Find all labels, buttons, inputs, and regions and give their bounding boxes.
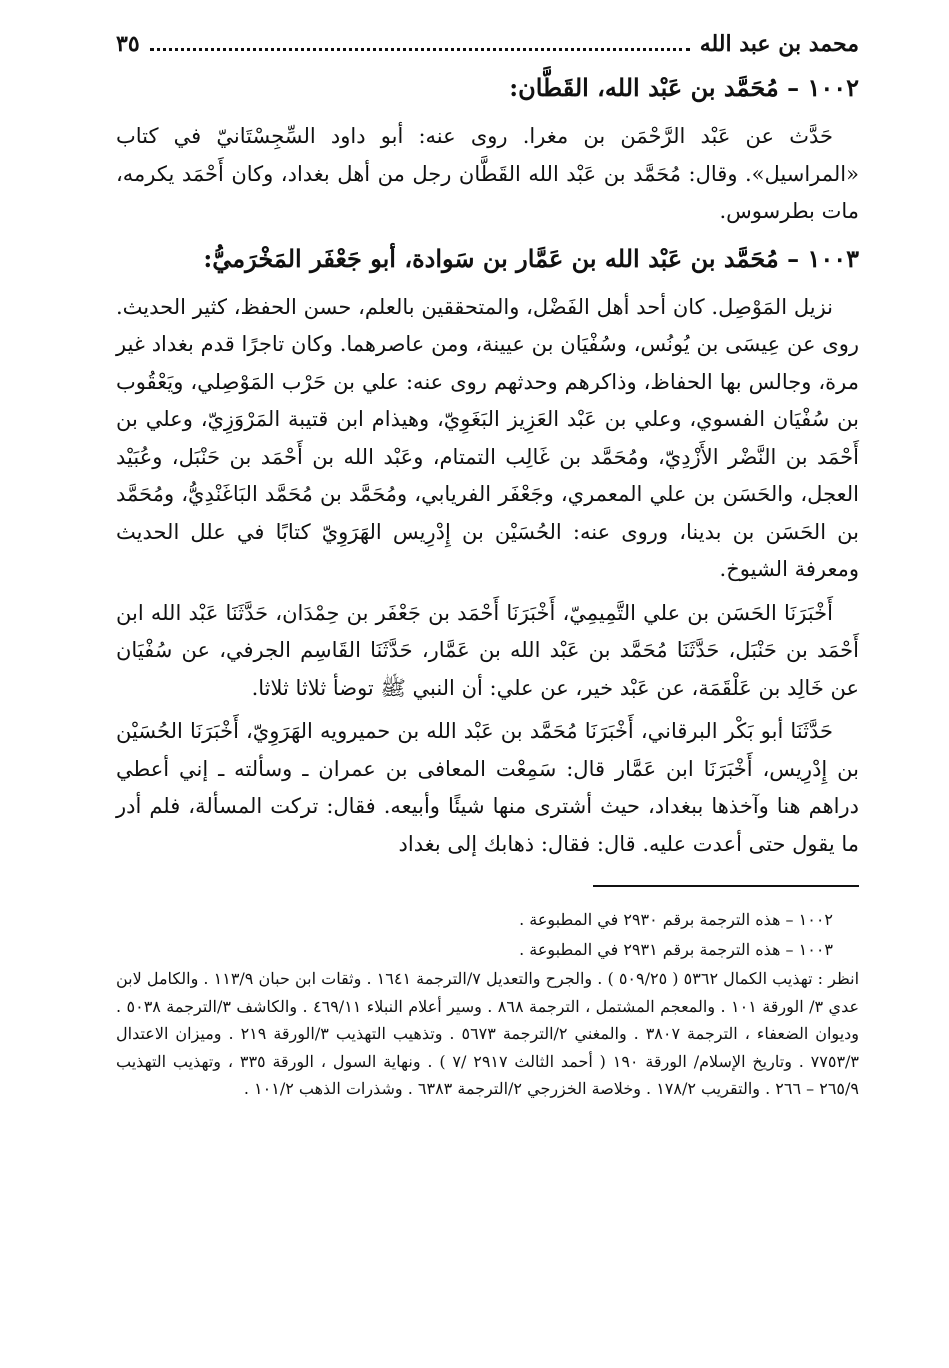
running-header xyxy=(116,26,859,62)
footnote: ١٠٠٣ – هذه الترجمة برقم ٢٩٣١ في المطبوعة . xyxy=(519,940,833,959)
entry-paragraph: نزيل المَوْصِل. كان أحد أهل الفَضْل، والمتحققين بالعلم، حسن الحفظ، كثير الحديث. روى عن عِيسَى بن يُونُس، وسُفْيَان بن عيينة، ومن عاصرهما. وكان تاجرًا قدم بغداد غير مرة، وجالس بها الحفاظ، وذاكرهم وحدثهم روى عنه: علي بن حَرْب المَوْصِلي، ويَعْقُوب بن سُفْيَان الفسوي، وعلي بن عَبْد العَزِيز البَغَوِيّ، وهيذام ابن قتيبة المَرْوَزِيّ، وعلي بن أَحْمَد بن النَّضْر الأَزْدِيّ، ومُحَمَّد بن غَالِب التمتام، وعَبْد الله بن أَحْمَد بن حَنْبَل، وعُبَيْد العجل، والحَسَن بن علي المعمري، وجَعْفَر الفريابي، ومُحَمَّد بن مُحَمَّد البَاغَنْدِيُّ، ومُحَمَّد بن الحَسَن بن بدينا، وروى عنه: الحُسَيْن بن إِدْرِيس الهَرَوِيّ كتابًا في علل الحديث ومعرفة الشيوخ. xyxy=(116,294,859,581)
entry-heading: ١٠٠٣ – مُحَمَّد بن عَبْد الله بن عَمَّار بن سَوادة، أبو جَعْفَر المَخْرَميُّ: xyxy=(203,243,859,273)
footnote-sources: انظر : تهذيب الكمال ٥٣٦٢ ( ٥٠٩/٢٥ ) . والجرح والتعديل ٧/الترجمة ١٦٤١ . وثقات ابن حبان ١١٣/٩ . والكامل لابن عدي ٣/ الورقة ١٠١ . والمعجم المشتمل ، الترجمة ٨٦٨ . وسير أعلام النبلاء ٤٦٩/١١ . والكاشف ٣/الترجمة ٥٠٣٨ . وديوان الضعفاء ، الترجمة ٣٨٠٧ . والمغني ٢/الترجمة ٥٦٧٣ . وتذهيب التهذيب ٣/الورقة ٢١٩ . وميزان الاعتدال ٧٧٥٣/٣ . وتاريخ الإسلام/ الورقة ١٩٠ ( أحمد الثالث ٢٩١٧ /٧ ) . ونهاية السول ، الورقة ٣٣٥ ، وتهذيب التهذيب ٢٦٥/٩ – ٢٦٦ . والتقريب ١٧٨/٢ . وخلاصة الخزرجي ٢/الترجمة ٦٣٨٣ . وشذرات الذهب ١٠١/٢ . xyxy=(116,969,860,1098)
footnotes xyxy=(116,905,859,1103)
entry-paragraph: حَدَّث عن عَبْد الرَّحْمَن بن مغرا. روى عنه: أبو داود السِّجِسْتَانيّ في كتاب «المراسيل». وقال: مُحَمَّد بن عَبْد الله القَطَّان رجل من أهل بغداد، وكان أَحْمَد يكرمه، مات بطرسوس. xyxy=(116,124,859,223)
page-number: ٣٥ xyxy=(116,31,140,57)
entry-1003 xyxy=(116,237,859,864)
entry-1002 xyxy=(116,66,859,231)
footnote: ١٠٠٢ – هذه الترجمة برقم ٢٩٣٠ في المطبوعة . xyxy=(519,910,833,929)
running-title: محمد بن عبد الله xyxy=(699,31,859,57)
entry-paragraph: حَدَّثَنَا أبو بَكْر البرقاني، أَخْبَرَنَا مُحَمَّد بن عَبْد الله بن حميرويه الهَرَوِيّ، أَخْبَرَنَا الحُسَيْن بن إِدْرِيس، أَخْبَرَنَا ابن عَمَّار قال: سَمِعْت المعافى بن عمران ـ وسألته ـ إني أعطي دراهم هنا وآخذها ببغداد، حيث أشترى منها شيئًا وأبيعه. فقال: تركت المسألة، فلم أدر ما يقول حتى أعدت عليه. قال: فقال: ذهابك إلى بغداد xyxy=(116,719,859,856)
leader-dots xyxy=(150,48,690,51)
entry-heading: ١٠٠٢ – مُحَمَّد بن عَبْد الله، القَطَّان: xyxy=(509,73,859,102)
entry-paragraph: أَخْبَرَنَا الحَسَن بن علي التَّمِيمِيّ، أَخْبَرَنَا أَحْمَد بن جَعْفَر بن حِمْدَان، حَدَّثَنَا عَبْد الله ابن أَحْمَد بن حَنْبَل، حَدَّثَنَا مُحَمَّد بن عَبْد الله بن عَمَّار، حَدَّثَنَا القَاسِم الجرفي، عن سُفْيَان عن خَالِد بن عَلْقَمَة، عن عَبْد خير، عن علي: أن النبي ﷺ توضأ ثلاثا ثلاثا. xyxy=(116,600,859,700)
footnote-divider xyxy=(593,885,859,887)
